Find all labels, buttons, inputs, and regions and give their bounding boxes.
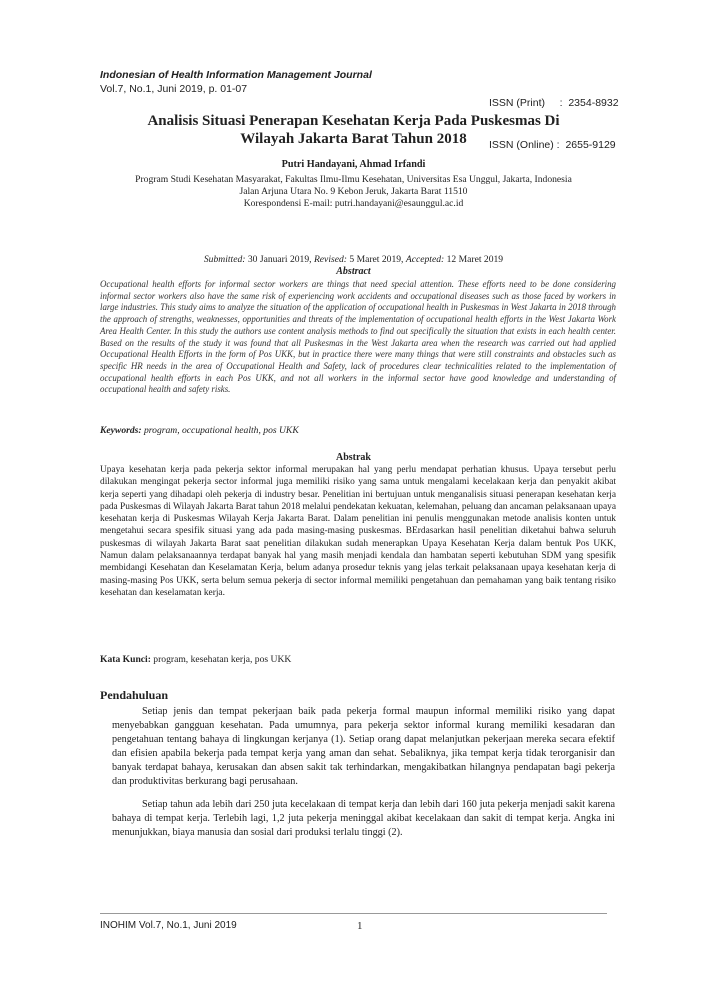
header-left [100, 68, 372, 96]
revised-date: 5 Maret 2019, [346, 254, 406, 265]
keywords-id-label: Kata Kunci: [100, 654, 151, 665]
correspondence-email: Korespondensi E-mail: putri.handayani@esaunggul.ac.id [243, 198, 464, 209]
keywords-en-label: Keywords: [100, 425, 142, 436]
footer-journal-ref: INOHIM Vol.7, No.1, Juni 2019 [100, 920, 237, 931]
abstract-en-heading: Abstract [336, 266, 371, 277]
section-heading-introduction: Pendahuluan [100, 688, 169, 702]
accepted-label: Accepted: [405, 254, 445, 265]
keywords-en-values: program, occupational health, pos UKK [141, 425, 299, 436]
submitted-date: 30 Januari 2019, [245, 254, 314, 265]
abstract-en-text: Occupational health efforts for informal sector workers are things that need special attention. These efforts need to be done considering informal sector workers also have the same risk of experiencing work accidents and occupational diseases such as those faced by workers in large industries. This study aims to analyze the situation of the application of occupational health in Puskesmas in West Jakarta in 2018 through the approach of strengths, weaknesses, opportunities and threats of the implementation of occupational health efforts in the West Jakarta Work Area Health Center. In this study the authors use content analysis methods to find out specifically the situation that exists in each health center. Based on the results of the study it was found that all Puskesmas in the West Jakarta area when the research was carried out had applied Occupational Health Efforts in the form of Pos UKK, but in practice there were many things that were still constraints and obstacles such as specific HR needs in the area of Occupational Health and Safety, lack of procedures clear technicalities related to the implementation of occupational health efforts in each Pos UKK, and not all workers in the informal sector have good knowledge and understanding of occupational health and safety risks. [100, 279, 616, 395]
issn-online: ISSN (Online) : 2655-9129 [489, 139, 616, 151]
revised-label: Revised: [313, 254, 347, 265]
affiliation: Program Studi Kesehatan Masyarakat, Fakultas Ilmu-Ilmu Kesehatan, Universitas Esa Unggul, Jakarta, Indonesia [135, 174, 572, 185]
abstract-id-heading: Abstrak [335, 452, 371, 463]
keywords-id [100, 654, 610, 665]
address: Jalan Arjuna Utara No. 9 Kebon Jeruk, Jakarta Barat 11510 [239, 186, 468, 197]
journal-title: Indonesian of Health Information Management Journal [100, 69, 372, 81]
accepted-date: 12 Maret 2019 [444, 254, 504, 265]
abstract-id-text: Upaya kesehatan kerja pada pekerja sektor informal merupakan hal yang perlu mendapat perhatian khusus. Upaya tersebut perlu dilakukan mengingat pekerja sector informal juga memiliki risiko yang sama untuk mengalami kecelakaan kerja dan penyakit akibat kerja seperti yang dihadapi oleh pekerja di industry besar. Penelitian ini bertujuan untuk menganalisis situasi penerapan kesehatan kerja pada Puskesmas di Wilayah Jakarta Barat tahun 2018 melalui pendekatan kekuatan, kelemahan, peluang dan ancaman pelaksanaan upaya kesehatan kerja di Puskesmas Wilayah Kerja Jakarta Barat. Dalam penelitian ini penulis menggunakan metode analisis konten untuk mengetahui secara spesifik situasi yang ada pada masing-masing puskesmas. BErdasarkan hasil penelitian diketahui bahwa seluruh puskesmas di wilayah Jakarta Barat saat penelitian dilakukan sudah menerapkan Upaya Kesehatan Kerja dalam bentuk Pos UKK, Namun dalam pelaksanaannya terdapat banyak hal yang masih menjadi kendala dan hambatan seperti kebutuhan SDM yang spesifik membidangi Kesehatan dan Keselamatan Kerja, belum adanya prosedur teknis yang jelas terkait pelaksanaan upaya kesehatan kerja di masing-masing Pos UKK, serta belum semua pekerja di sector informal memiliki pengetahuan dan pemahaman yang baik tentang risiko kesehatan dan keselamatan kerja. [100, 465, 616, 598]
author-block [100, 159, 607, 210]
volume-line: Vol.7, No.1, Juni 2019, p. 01-07 [100, 83, 248, 95]
author-names: Putri Handayani, Ahmad Irfandi [281, 159, 426, 170]
paragraph: Setiap jenis dan tempat pekerjaan baik pada pekerja formal maupun informal memiliki risiko yang dapat menyebabkan gangguan kesehatan. Pada umumnya, para pekerja sektor informal kurang memiliki kesadaran dan pengetahuan tentang bahaya di lingkungan kerjanya (1). Setiap orang dapat melanjutkan pekerjaan mereka secara efektif dan efisien apabila bekerja pada tempat kerja yang aman dan sehat. Sebaliknya, jika tempat kerja tidak terorganisir dan banyak terdapat bahaya, kerusakan dan absen sakit tak terhindarkan, mengakibatkan hilangnya pendapatan bagi pekerja dan produktivitas berkurang bagi perusahaan. [112, 706, 615, 788]
article-title: Analisis Situasi Penerapan Kesehatan Kerja Pada Puskesmas Di Wilayah Jakarta Barat Tahun 2018 [147, 113, 560, 147]
page-number: 1 [357, 920, 363, 932]
keywords-id-values: program, kesehatan kerja, pos UKK [150, 654, 292, 665]
footer-divider [100, 913, 607, 914]
submission-dates [100, 254, 607, 265]
introduction-body [112, 705, 615, 848]
paragraph: Setiap tahun ada lebih dari 250 juta kecelakaan di tempat kerja dan lebih dari 160 juta pekerja menjadi sakit karena bahaya di tempat kerja. Terlebih lagi, 1,2 juta pekerja meninggal akibat kecelakaan dan sakit di tempat kerja. Angka ini menunjukkan, biaya manusia dan sosial dari produksi terlalu tinggi (2). [112, 798, 615, 838]
keywords-en [100, 425, 610, 436]
submitted-label: Submitted: [203, 254, 246, 265]
issn-print: ISSN (Print) : 2354-8932 [489, 97, 619, 109]
